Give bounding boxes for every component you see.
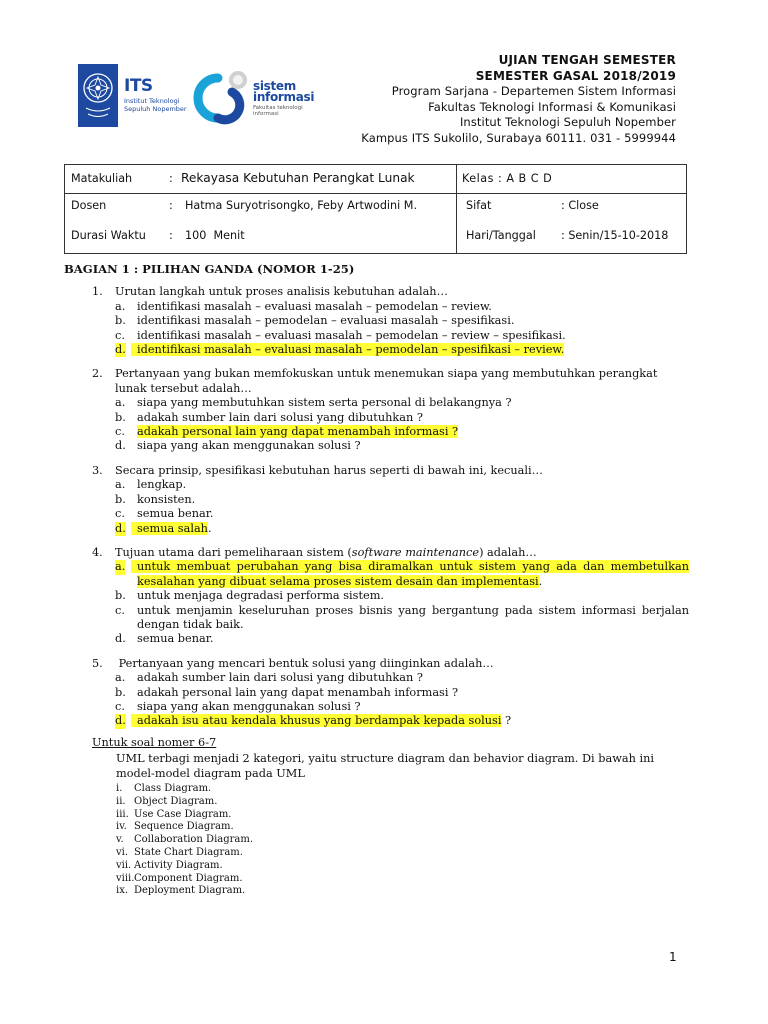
question-text: Pertanyaan yang mencari bentuk solusi yang diinginkan adalah… — [115, 656, 494, 670]
option-letter: b. — [115, 685, 126, 699]
option-text: identifikasi masalah – evaluasi masalah – pemodelan – review – spesifikasi. — [137, 328, 566, 342]
question-number: 3. — [92, 463, 103, 477]
option-text: adakah sumber lain dari solusi yang dibutuhkan ? — [137, 410, 423, 424]
option-letter: c. — [115, 328, 125, 342]
option-letter: a. — [115, 671, 126, 685]
option-letter: d. — [115, 439, 126, 453]
option-text: konsisten. — [137, 492, 196, 506]
durasi-sep: : — [169, 229, 173, 242]
course-info-row-2 — [65, 194, 686, 253]
uml-item — [116, 873, 689, 886]
question-text: Secara prinsip, spesifikasi kebutuhan harus seperti di bawah ini, kecuali… — [115, 463, 543, 477]
option-text-highlighted: adakah isu atau kendala khusus yang berdampak kepada solusi — [131, 714, 501, 727]
section-title: BAGIAN 1 : PILIHAN GANDA (NOMOR 1-25) — [64, 262, 355, 276]
option-letter: c. — [115, 699, 125, 713]
option-a — [115, 478, 689, 492]
uml-description: UML terbagi menjadi 2 kategori, yaitu structure diagram dan behavior diagram. Di bawah ini model-model diagram pada UML — [116, 752, 654, 780]
question-text-post: ) adalah… — [479, 545, 537, 559]
si-subtitle-line1: Fakultas teknologi — [253, 105, 303, 111]
course-info-row-1 — [65, 165, 686, 194]
option-a — [115, 396, 689, 410]
option-text: adakah personal lain yang dapat menambah informasi ? — [137, 685, 459, 699]
question-number: 2. — [92, 367, 103, 381]
option-text-highlighted: semua salah — [131, 522, 208, 535]
si-wordmark-line2: informasi — [253, 90, 315, 104]
uml-item — [116, 809, 689, 822]
option-b — [115, 493, 689, 507]
exam-title: UJIAN TENGAH SEMESTER — [498, 53, 676, 67]
uml-item — [116, 847, 689, 860]
option-text: siapa yang akan menggunakan solusi ? — [137, 439, 361, 453]
uml-item — [116, 860, 689, 873]
its-shield-icon — [78, 64, 118, 127]
option-letter: a. — [115, 299, 126, 313]
option-suffix: . — [207, 521, 212, 535]
uml-item-num: v. — [116, 834, 124, 846]
durasi-value: 100 Menit — [185, 229, 245, 242]
tanggal-label: Hari/Tanggal — [466, 229, 536, 242]
institute-line: Institut Teknologi Sepuluh Nopember — [459, 115, 676, 129]
option-b — [115, 314, 689, 328]
option-d-answer — [115, 714, 689, 728]
exam-header — [361, 52, 676, 146]
option-letter: c. — [115, 603, 125, 617]
question-1 — [64, 285, 689, 357]
uml-item-num: ii. — [116, 795, 126, 807]
uml-section-heading: Untuk soal nomer 6-7 — [92, 735, 217, 749]
its-wordmark: ITS — [124, 76, 153, 96]
uml-item-text: Object Diagram. — [134, 795, 218, 807]
question-text: Pertanyaan yang bukan memfokuskan untuk menemukan siapa yang membutuhkan perangkat lunak tersebut adalah… — [115, 367, 658, 395]
question-2 — [64, 367, 689, 453]
question-text: Urutan langkah untuk proses analisis kebutuhan adalah… — [115, 285, 448, 299]
address-line: Kampus ITS Sukolilo, Surabaya 60111. 031 - 5999944 — [361, 130, 676, 145]
option-c — [115, 507, 689, 521]
question-number: 5. — [92, 656, 103, 670]
option-suffix: ? — [501, 714, 512, 728]
option-text-highlighted: untuk membuat perubahan yang bisa diramalkan untuk sistem yang ada dan membetulkan kesalahan yang dibuat selama proses sistem desain dan implementasi — [131, 560, 689, 587]
option-d — [115, 632, 689, 646]
option-letter: a. — [115, 478, 126, 492]
uml-item-text: Sequence Diagram. — [134, 821, 234, 833]
option-b — [115, 686, 689, 700]
uml-item-num: i. — [116, 783, 123, 794]
matakuliah-value: Rekayasa Kebutuhan Perangkat Lunak — [181, 171, 415, 185]
dosen-value: Hatma Suryotrisongko, Feby Artwodini M. — [185, 199, 418, 212]
question-5 — [64, 657, 689, 729]
exam-content — [64, 262, 689, 898]
option-suffix: . — [538, 574, 543, 588]
tanggal-value: : Senin/15-10-2018 — [561, 229, 669, 242]
option-c — [115, 604, 689, 633]
option-text: untuk menjamin keseluruhan proses bisnis yang bergantung pada sistem informasi berjalan dengan tidak baik. — [137, 603, 689, 631]
dosen-sep: : — [169, 199, 173, 212]
si-wordmark — [253, 81, 314, 103]
option-c — [115, 700, 689, 714]
question-text — [115, 546, 689, 560]
uml-item-num: ix. — [116, 885, 129, 897]
uml-item — [116, 796, 689, 809]
option-text: adakah sumber lain dari solusi yang dibutuhkan ? — [137, 671, 423, 685]
uml-item — [116, 885, 689, 898]
option-d-answer — [115, 522, 689, 536]
option-a-answer — [115, 560, 689, 589]
si-wordmark-line1: sistem — [253, 79, 296, 93]
kelas-value: Kelas : A B C D — [462, 172, 553, 185]
si-swirl-icon — [188, 68, 252, 128]
durasi-label: Durasi Waktu — [71, 229, 146, 242]
uml-item-num: viii. — [116, 872, 135, 884]
option-letter: b. — [115, 492, 126, 506]
semester-title: SEMESTER GASAL 2018/2019 — [475, 69, 676, 83]
question-text-em: software maintenance — [351, 545, 480, 559]
option-c-answer — [115, 425, 689, 439]
option-text: semua benar. — [137, 632, 214, 646]
option-text: siapa yang membutuhkan sistem serta personal di belakangnya ? — [137, 396, 512, 410]
option-letter: b. — [115, 314, 126, 328]
option-letter: d. — [115, 714, 126, 728]
option-a — [115, 671, 689, 685]
option-d — [115, 439, 689, 453]
page-number: 1 — [669, 950, 677, 964]
sistem-informasi-logo — [188, 68, 315, 128]
option-d-answer — [115, 343, 689, 357]
option-letter: d. — [115, 343, 126, 357]
uml-item-text: Use Case Diagram. — [134, 808, 232, 820]
option-letter: d. — [115, 521, 126, 535]
option-a — [115, 300, 689, 314]
matakuliah-sep: : — [169, 172, 173, 185]
sifat-label: Sifat — [466, 199, 492, 212]
uml-item-num: vi. — [116, 846, 129, 858]
uml-item — [116, 783, 689, 796]
uml-item-text: Class Diagram. — [134, 783, 212, 794]
its-logo — [78, 64, 186, 127]
option-text: semua benar. — [137, 507, 214, 521]
faculty-line: Fakultas Teknologi Informasi & Komunikasi — [428, 99, 676, 114]
si-subtitle-line2: informasi — [253, 111, 279, 117]
option-letter: b. — [115, 410, 126, 424]
option-text: identifikasi masalah – evaluasi masalah – pemodelan – review. — [137, 299, 492, 313]
option-c — [115, 329, 689, 343]
question-3 — [64, 464, 689, 536]
option-letter: d. — [115, 632, 126, 646]
question-text-pre: Tujuan utama dari pemeliharaan sistem ( — [115, 545, 352, 559]
option-b — [115, 589, 689, 603]
uml-item-text: Component Diagram. — [134, 872, 243, 884]
option-text-highlighted: adakah personal lain yang dapat menambah informasi ? — [137, 425, 459, 439]
option-letter: b. — [115, 589, 126, 603]
option-text: lengkap. — [137, 478, 187, 492]
matakuliah-label: Matakuliah — [71, 172, 133, 185]
uml-item-text: Activity Diagram. — [134, 859, 223, 871]
option-letter: c. — [115, 507, 125, 521]
question-number: 4. — [92, 545, 103, 559]
course-info-table — [64, 164, 687, 254]
option-text: siapa yang akan menggunakan solusi ? — [137, 699, 361, 713]
uml-item-num: iv. — [116, 821, 127, 833]
option-text: identifikasi masalah – pemodelan – evaluasi masalah – spesifikasi. — [137, 314, 515, 328]
si-subtitle — [253, 105, 303, 117]
option-letter: a. — [115, 396, 126, 410]
option-letter: a. — [115, 560, 126, 574]
option-text: untuk menjaga degradasi performa sistem. — [137, 589, 384, 603]
dosen-label: Dosen — [71, 199, 107, 212]
uml-item — [116, 834, 689, 847]
uml-item-text: State Chart Diagram. — [134, 846, 243, 858]
uml-item — [116, 821, 689, 834]
option-b — [115, 411, 689, 425]
option-text-highlighted: identifikasi masalah – evaluasi masalah – pemodelan – spesifikasi – review. — [131, 343, 564, 356]
uml-item-num: iii. — [116, 808, 129, 820]
uml-item-num: vii. — [116, 859, 132, 871]
uml-item-text: Deployment Diagram. — [134, 885, 246, 897]
its-subtitle: Institut Teknologi Sepuluh Nopember — [124, 97, 187, 113]
question-4 — [64, 546, 689, 647]
uml-item-text: Collaboration Diagram. — [134, 834, 254, 846]
program-line: Program Sarjana - Departemen Sistem Informasi — [391, 84, 676, 98]
sifat-value: : Close — [561, 199, 599, 212]
question-number: 1. — [92, 285, 103, 299]
option-letter: c. — [115, 425, 125, 439]
